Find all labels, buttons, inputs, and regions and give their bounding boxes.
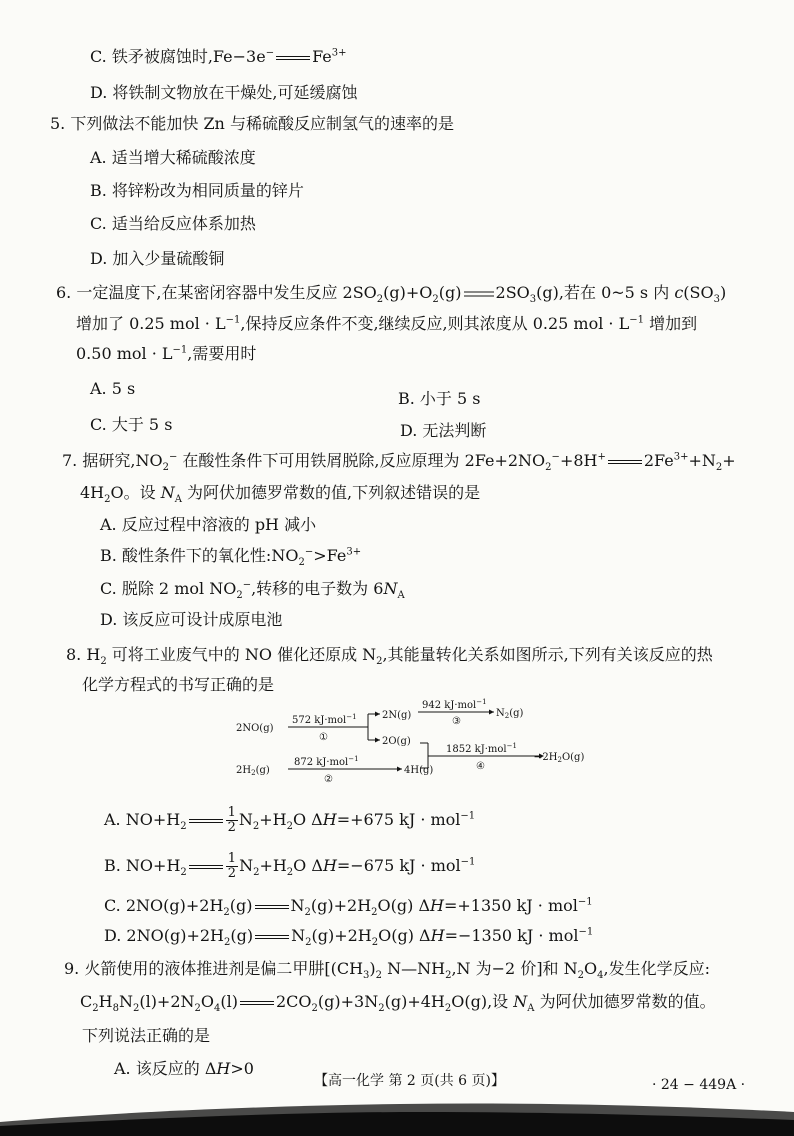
q8-option-d: D. $2NO(g)+2H_2(g)$ $N_2(g)+2H_2O(g)$ ΔH=−1350 kJ · mol$^{-1}$ xyxy=(104,926,594,949)
q6-stem-line1: 6. 一定温度下,在某密闭容器中发生反应 $2SO_2(g)+O_2(g)$ $2SO_3(g)$,若在 0~5 s 内 $c(SO_3)$ xyxy=(56,283,727,306)
q8-option-b: B. $NO+H_2$ $\frac{1}{2}$ $N_2+H_2O$ ΔH=−675 kJ · mol$^{-1}$ xyxy=(104,851,476,881)
q8-stem-line2: 化学方程式的书写正确的是 xyxy=(82,675,275,694)
scan-shadow xyxy=(0,1082,794,1136)
q8-stem-line1: 8. $H_2$ 可将工业废气中的 NO 催化还原成 $N_2$,其能量转化关系如图所示,下列有关该反应的热 xyxy=(66,645,713,668)
q7-stem-line1: 7. 据研究$,NO_2^-$ 在酸性条件下可用铁屑脱除,反应原理为 $2Fe+2NO_2^-+8H^+$ $2Fe^{3+}+N_2+$ xyxy=(62,451,736,474)
label-2n: 2N(g) xyxy=(382,710,412,721)
q9-stem-line1: 9. 火箭使用的液体推进剂是偏二甲肼[$(CH_3)_2$ $N—NH_2,N$ 为−2 价]和 $N_2O_4$,发生化学反应: xyxy=(64,959,711,982)
q7-option-c: C. 脱除 2 mol $NO_2^-$,转移的电子数为 $6N_A$ xyxy=(100,579,405,602)
energy-4: 1852 kJ·mol$^{-1}$ xyxy=(446,742,517,755)
equals-arrow-icon xyxy=(240,1001,274,1005)
equals-arrow-icon xyxy=(255,905,289,909)
q6-option-c: C. 大于 5 s xyxy=(90,415,173,434)
label-4h: 4H(g) xyxy=(404,765,434,776)
q4-option-c: C. 铁矛被腐蚀时,Fe−3e− $Fe^{3+}$ xyxy=(90,47,347,66)
fraction: $\frac{1}{2}$ xyxy=(227,805,236,835)
q7-option-b: B. 酸性条件下的氧化性$:NO_2^->Fe^{3+}$ xyxy=(100,546,362,569)
step-1: ① xyxy=(319,732,328,743)
equals-arrow-icon xyxy=(255,935,289,939)
q4-option-d: D. 将铁制文物放在干燥处,可延缓腐蚀 xyxy=(90,83,358,102)
q6-stem-line2: 增加了 0.25 mol · $L^{-1}$,保持反应条件不变,继续反应,则其浓度从 0.25 mol · $L^{-1}$ 增加到 xyxy=(76,314,698,333)
q6-option-a: A. 5 s xyxy=(90,379,136,398)
q7-option-a: A. 反应过程中溶液的 pH 减小 xyxy=(100,515,317,534)
equals-arrow-icon xyxy=(276,56,310,60)
label-2h2o: $\to 2H_2O(g)$ xyxy=(534,752,585,764)
energy-diagram xyxy=(236,694,596,794)
exam-code: · 24 − 449A · xyxy=(652,1077,746,1093)
q5-option-a: A. 适当增大稀硫酸浓度 xyxy=(90,148,256,167)
q7-option-d: D. 该反应可设计成原电池 xyxy=(100,610,283,629)
q5-option-b: B. 将锌粉改为相同质量的锌片 xyxy=(90,181,304,200)
energy-1: 572 kJ·mol$^{-1}$ xyxy=(292,713,357,726)
q5-stem: 5. 下列做法不能加快 Zn 与稀硫酸反应制氢气的速率的是 xyxy=(50,114,454,133)
equals-arrow-icon xyxy=(189,865,223,869)
q5-option-c: C. 适当给反应体系加热 xyxy=(90,214,256,233)
page-footer: 【高一化学 第 2 页(共 6 页)】 xyxy=(314,1073,505,1089)
q9-stem-line2: $C_2H_8N_2(l)+2N_2O_4(l)$ $2CO_2(g)+3N_2(g)+4H_2O(g)$,设 $N_A$ 为阿伏加德罗常数的值。 xyxy=(80,992,716,1015)
energy-2: 872 kJ·mol$^{-1}$ xyxy=(294,755,359,768)
q9-option-a: A. 该反应的 ΔH>0 xyxy=(114,1059,254,1078)
q7-stem-line2: $4H_2O$。设 $N_A$ 为阿伏加德罗常数的值,下列叙述错误的是 xyxy=(80,483,481,506)
q9-stem-line3: 下列说法正确的是 xyxy=(82,1026,211,1045)
label-n2: $N_2(g)$ xyxy=(496,708,524,720)
step-4: ④ xyxy=(476,761,485,772)
q6-stem-line3: 0.50 mol · $L^{-1}$,需要用时 xyxy=(76,344,257,363)
q8-option-a: A. $NO+H_2$ $\frac{1}{2}$ $N_2+H_2O$ ΔH=+675 kJ · mol$^{-1}$ xyxy=(104,805,476,835)
equilibrium-arrow-icon xyxy=(464,289,494,299)
q8-option-c: C. $2NO(g)+2H_2(g)$ $N_2(g)+2H_2O(g)$ ΔH=+1350 kJ · mol$^{-1}$ xyxy=(104,896,593,919)
step-3: ③ xyxy=(452,716,461,727)
equals-arrow-icon xyxy=(608,460,642,464)
q6-option-b: B. 小于 5 s xyxy=(398,389,481,408)
q5-option-d: D. 加入少量硫酸铜 xyxy=(90,249,225,268)
label-2h2: $2H_2(g)$ xyxy=(236,765,270,777)
step-2: ② xyxy=(324,774,333,785)
fraction: $\frac{1}{2}$ xyxy=(227,851,237,881)
label-2o: 2O(g) xyxy=(382,736,411,747)
q6-option-d: D. 无法判断 xyxy=(400,421,487,440)
label-2no: 2NO(g) xyxy=(236,723,274,734)
equals-arrow-icon xyxy=(189,819,223,823)
energy-3: 942 kJ·mol$^{-1}$ xyxy=(422,698,487,711)
